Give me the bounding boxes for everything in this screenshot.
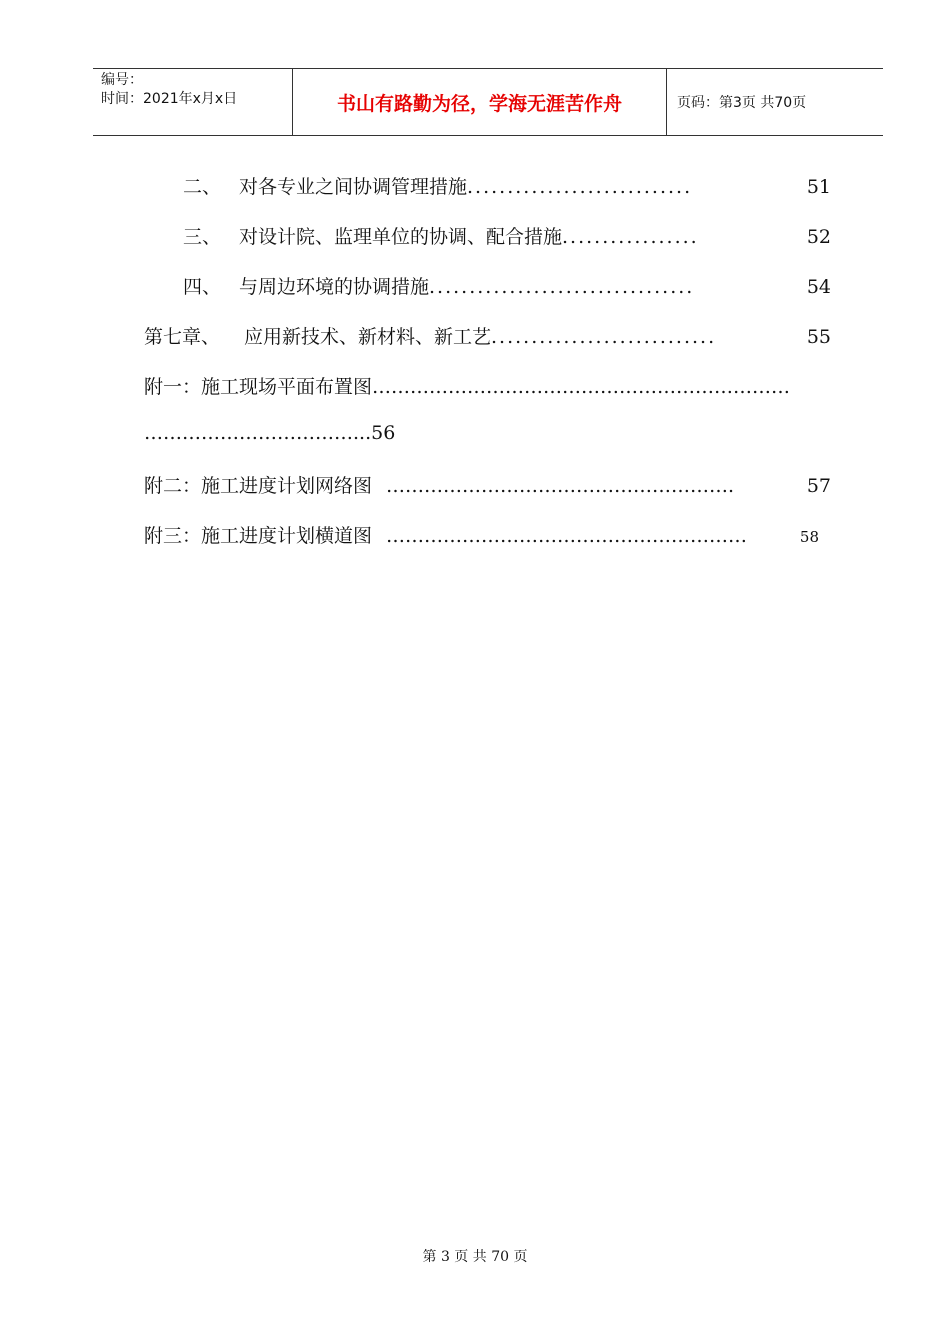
toc-title: 对设计院、监理单位的协调、配合措施 [239, 226, 563, 248]
toc-entry[interactable] [144, 521, 819, 548]
toc-page: 51 [806, 176, 831, 198]
toc-page: 54 [806, 276, 831, 298]
toc-leader: ............................ [467, 176, 693, 198]
toc-entry-continued[interactable] [144, 422, 444, 444]
toc-entry[interactable] [144, 372, 819, 399]
header-page-info: 页码：第3页 共70页 [677, 95, 807, 111]
header-motto: 书山有路勤为径，学海无涯苦作舟 [293, 69, 667, 135]
toc-number: 第七章、 [144, 326, 221, 348]
toc-number: 四、 [183, 276, 222, 298]
toc-page: 58 [799, 528, 819, 546]
toc-entry[interactable] [183, 222, 831, 249]
toc-entry[interactable] [144, 471, 831, 498]
toc-title: 附二：施工进度计划网络图 [144, 475, 373, 497]
toc-title: 与周边环境的协调措施 [239, 276, 430, 298]
toc-page: 52 [806, 226, 831, 248]
serial-label: 编号： [101, 72, 143, 88]
page-header [93, 68, 883, 136]
toc-leader: ................................. [429, 276, 695, 298]
time-label: 时间：2021年x月x日 [101, 91, 238, 107]
toc-page: 55 [806, 326, 831, 348]
toc-title: 附一：施工现场平面布置图 [144, 376, 373, 398]
toc-title: 应用新技术、新材料、新工艺 [244, 326, 492, 348]
toc-title: 附三：施工进度计划横道图 [144, 525, 373, 547]
header-meta [93, 69, 293, 135]
toc-page: 57 [806, 475, 831, 497]
toc-number: 二、 [183, 176, 222, 198]
toc-number: 三、 [183, 226, 222, 248]
toc-leader: ………………………………………………………… [372, 376, 791, 398]
page-footer: 第 3 页 共 70 页 [422, 1249, 528, 1265]
toc-entry[interactable] [183, 272, 831, 299]
toc-entry[interactable] [183, 172, 831, 199]
toc-leader: ………………………………………………. [386, 475, 735, 497]
toc-leader: ............................ [491, 326, 717, 348]
toc-title: 对各专业之间协调管理措施 [239, 176, 468, 198]
toc-leader: ……………………………...56 [144, 422, 396, 444]
toc-leader: ………………………………………………… [386, 525, 748, 547]
toc-leader: ................. [562, 226, 699, 248]
toc-entry[interactable] [144, 322, 831, 349]
